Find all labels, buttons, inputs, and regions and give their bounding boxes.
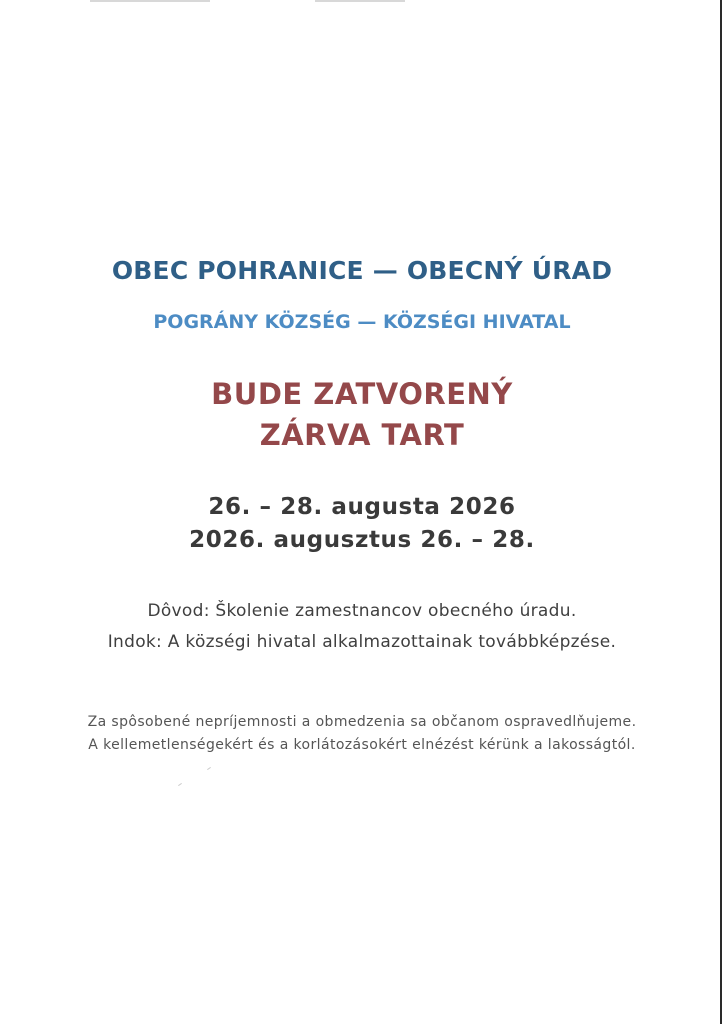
apology-text-sk: Za spôsobené nepríjemnosti a obmedzenia sa občanom ospravedlňujeme. [87, 714, 637, 730]
scan-speck [207, 767, 211, 770]
closure-reason-hu: Indok: A községi hivatal alkalmazottainak továbbképzése. [107, 632, 617, 652]
scan-artifact [90, 0, 210, 2]
scan-speck [178, 783, 182, 786]
closure-reason-sk: Dôvod: Školenie zamestnancov obecného úradu. [147, 601, 577, 621]
notice-subheading: POGRÁNY KÖZSÉG — KÖZSÉGI HIVATAL [153, 311, 571, 333]
closed-announcement-sk: BUDE ZATVORENÝ [211, 377, 513, 411]
apology-text-hu: A kellemetlenségekért és a korlátozásokért elnézést kérünk a lakosságtól. [88, 737, 636, 753]
closure-dates-sk: 26. – 28. augusta 2026 [208, 494, 516, 520]
closure-dates-hu: 2026. augusztus 26. – 28. [189, 527, 535, 553]
notice-heading: OBEC POHRANICE — OBECNÝ ÚRAD [111, 256, 613, 285]
closed-announcement-hu: ZÁRVA TART [259, 418, 465, 452]
scan-artifact [315, 0, 405, 2]
